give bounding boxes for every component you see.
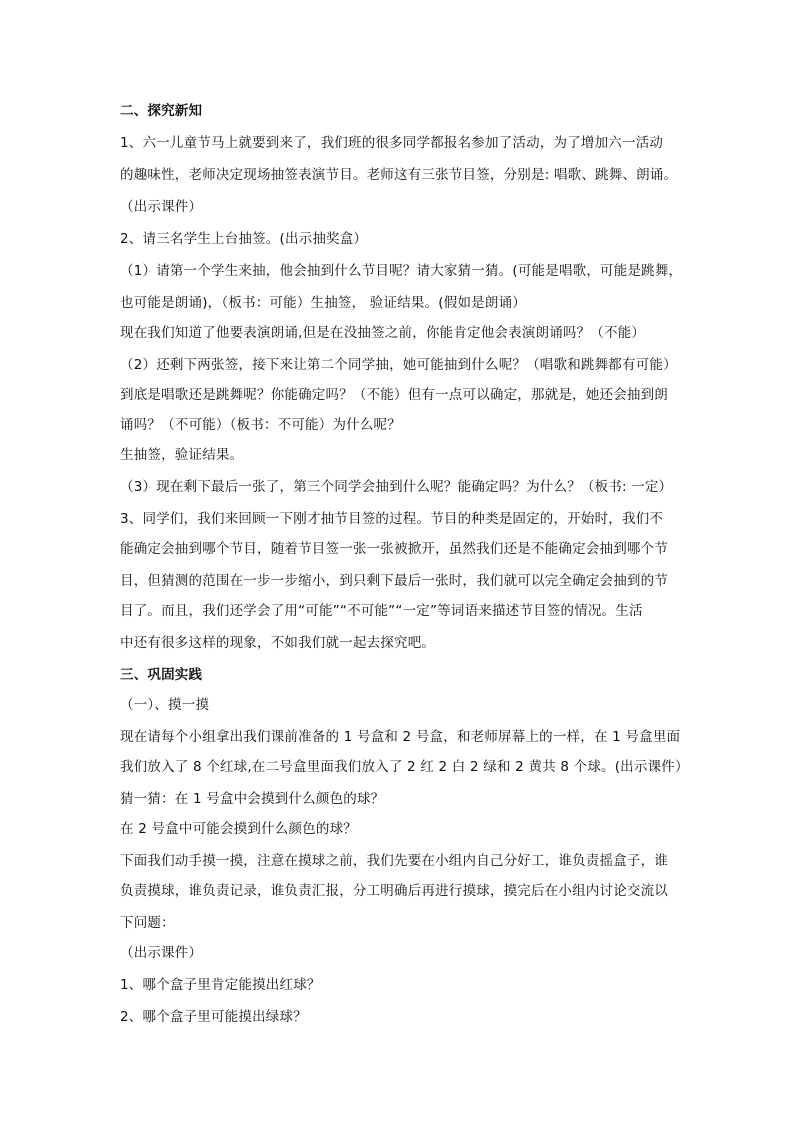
question-item: 1、哪个盒子里肯定能摸出红球？ bbox=[120, 977, 321, 993]
paragraph-line: 1、六一儿童节马上就要到来了，我们班的很多同学都报名参加了活动，为了增加六一活动 bbox=[120, 135, 664, 151]
heading-consolidate-practice: 三、巩固实践 bbox=[120, 667, 203, 683]
paragraph-line: 在 2 号盒中可能会摸到什么颜色的球？ bbox=[120, 821, 357, 837]
paragraph-line: 3、同学们，我们来回顾一下刚才抽节目签的过程。节目的种类是固定的，开始时，我们不 bbox=[120, 511, 664, 527]
paragraph-line: 2、请三名学生上台抽签。(出示抽奖盒） bbox=[120, 231, 368, 247]
paragraph-line: 下面我们动手摸一摸，注意在摸球之前，我们先要在小组内自己分好工，谁负责摇盒子，谁 bbox=[120, 853, 668, 869]
paragraph-line: 负责摸球，谁负责记录，谁负责汇报，分工明确后再进行摸球，摸完后在小组内讨论交流以 bbox=[120, 883, 668, 899]
paragraph-line: 现在请每个小组拿出我们课前准备的 1 号盒和 2 号盒，和老师屏幕上的一样，在 1 号盒里面 bbox=[120, 729, 681, 745]
paragraph-line: （1）请第一个学生来抽，他会抽到什么节目呢？请大家猜一猜。(可能是唱歌，可能是跳舞， bbox=[120, 263, 683, 279]
paragraph-line: 诵吗？（不可能）（板书：不可能）为什么呢？ bbox=[120, 417, 401, 433]
paragraph-line: 也可能是朗诵)，（板书：可能）生抽签， 验证结果。(假如是朗诵） bbox=[120, 295, 526, 311]
paragraph-line: 目了。而且，我们还学会了用“可能”“不可能”“一定”等词语来描述节目签的情况。生活 bbox=[120, 603, 643, 619]
paragraph-line: （2）还剩下两张签，接下来让第二个同学抽，她可能抽到什么呢？（唱歌和跳舞都有可能） bbox=[120, 357, 677, 373]
paragraph-line: 生抽签，验证结果。 bbox=[120, 447, 244, 463]
paragraph-line: 的趣味性，老师决定现场抽签表演节目。老师这有三张节目签，分别是: 唱歌、跳舞、朗诵。 bbox=[120, 167, 678, 183]
paragraph-line: 中还有很多这样的现象，不如我们就一起去探究吧。 bbox=[120, 635, 436, 651]
paragraph-line: 下问题： bbox=[120, 915, 175, 931]
paragraph-line: 现在我们知道了他要表演朗诵,但是在没抽签之前，你能肯定他会表演朗诵吗？（不能） bbox=[120, 325, 646, 341]
paragraph-line: （出示课件） bbox=[120, 945, 203, 961]
paragraph-line: （出示课件） bbox=[120, 199, 203, 215]
subheading-touch: （一）、摸一摸 bbox=[120, 697, 210, 713]
paragraph-line: 我们放入了 8 个红球,在二号盒里面我们放入了 2 红 2 白 2 绿和 2 黄共 8 个球。(出示课件） bbox=[120, 759, 689, 775]
question-item: 2、哪个盒子里可能摸出绿球？ bbox=[120, 1009, 307, 1025]
paragraph-line: （3）现在剩下最后一张了，第三个同学会抽到什么呢？能确定吗？为什么？（板书: 一定） bbox=[120, 479, 673, 495]
paragraph-line: 能确定会抽到哪个节目，随着节目签一张一张被掀开，虽然我们还是不能确定会抽到哪个节 bbox=[120, 541, 668, 557]
paragraph-line: 到底是唱歌还是跳舞呢？你能确定吗？（不能）但有一点可以确定，那就是，她还会抽到朗 bbox=[120, 387, 668, 403]
paragraph-line: 猜一猜：在 1 号盒中会摸到什么颜色的球？ bbox=[120, 791, 385, 807]
paragraph-line: 目，但猜测的范围在一步一步缩小，到只剩下最后一张时，我们就可以完全确定会抽到的节 bbox=[120, 573, 668, 589]
heading-explore-new-knowledge: 二、探究新知 bbox=[120, 103, 203, 119]
